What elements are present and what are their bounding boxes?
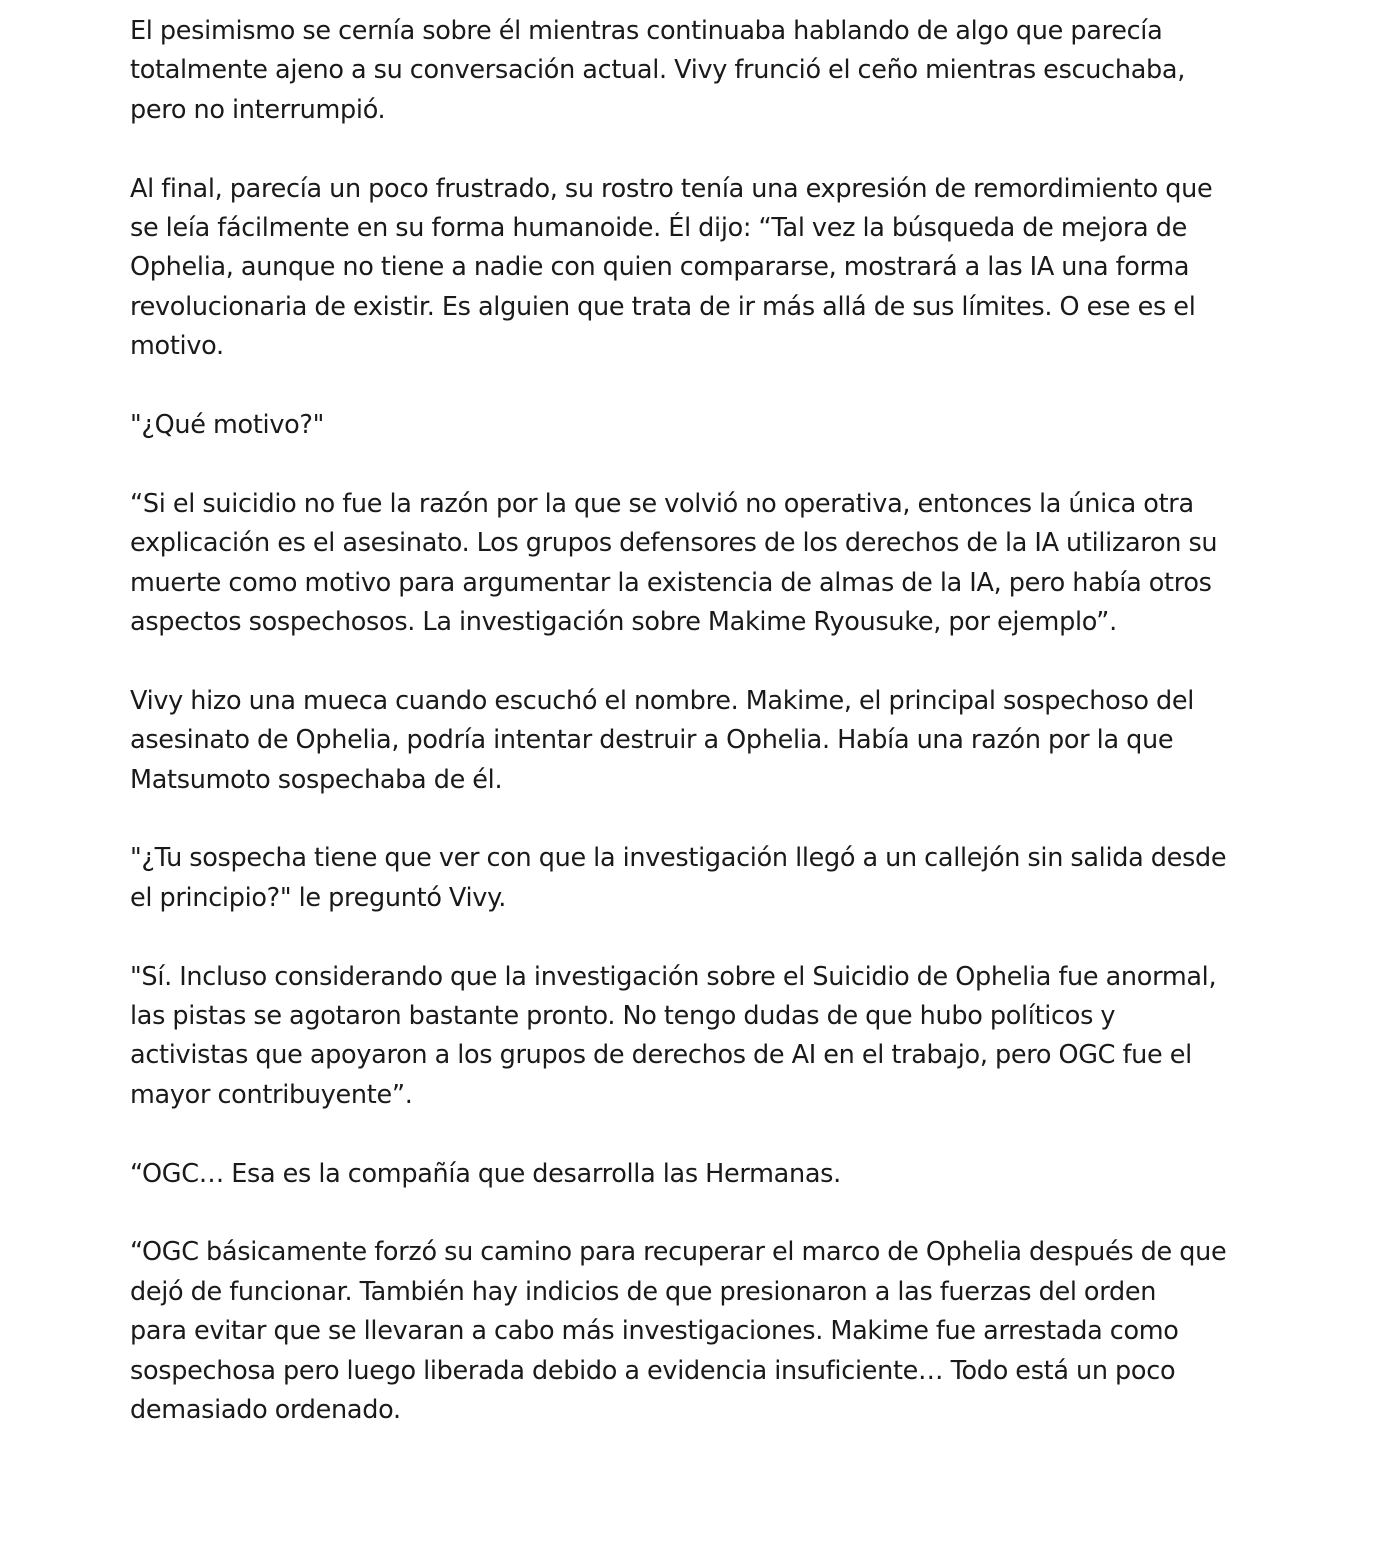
text-line: Vivy hizo una mueca cuando escuchó el nombre. Makime, el principal sospechoso del bbox=[130, 685, 1195, 716]
text-line: "¿Qué motivo?" bbox=[130, 410, 325, 441]
text-line: sospechosa pero luego liberada debido a evidencia insuficiente… Todo está un poco bbox=[130, 1355, 1176, 1386]
text-line: asesinato de Ophelia, podría intentar destruir a Ophelia. Había una razón por la que bbox=[130, 725, 1174, 756]
paragraph bbox=[130, 485, 1275, 643]
paragraph bbox=[130, 839, 1275, 918]
paragraph bbox=[130, 958, 1275, 1116]
text-line: totalmente ajeno a su conversación actual. Vivy frunció el ceño mientras escuchaba, bbox=[130, 55, 1186, 86]
paragraph bbox=[130, 406, 1275, 445]
text-line: el principio?" le preguntó Vivy. bbox=[130, 882, 507, 913]
paragraph bbox=[130, 1155, 1275, 1194]
text-line: aspectos sospechosos. La investigación sobre Makime Ryousuke, por ejemplo”. bbox=[130, 607, 1117, 638]
text-line: se leía fácilmente en su forma humanoide. Él dijo: “Tal vez la búsqueda de mejora de bbox=[130, 213, 1187, 244]
text-line: Matsumoto sospechaba de él. bbox=[130, 764, 503, 795]
text-line: activistas que apoyaron a los grupos de derechos de AI en el trabajo, pero OGC fue el bbox=[130, 1040, 1192, 1071]
text-line: muerte como motivo para argumentar la existencia de almas de la IA, pero había otros bbox=[130, 567, 1212, 598]
text-line: “Si el suicidio no fue la razón por la que se volvió no operativa, entonces la única otra bbox=[130, 488, 1194, 519]
text-line: demasiado ordenado. bbox=[130, 1395, 401, 1426]
text-line: motivo. bbox=[130, 331, 224, 362]
text-line: El pesimismo se cernía sobre él mientras continuaba hablando de algo que parecía bbox=[130, 16, 1163, 46]
paragraph bbox=[130, 1233, 1275, 1430]
text-line: revolucionaria de existir. Es alguien que trata de ir más allá de sus límites. O ese es el bbox=[130, 291, 1196, 322]
text-line: Al final, parecía un poco frustrado, su rostro tenía una expresión de remordimiento que bbox=[130, 173, 1213, 204]
text-line: “OGC… Esa es la compañía que desarrolla las Hermanas. bbox=[130, 1158, 841, 1189]
body-text bbox=[130, 12, 1275, 1431]
text-line: dejó de funcionar. También hay indicios de que presionaron a las fuerzas del orden bbox=[130, 1276, 1157, 1307]
paragraph bbox=[130, 12, 1275, 130]
text-line: “OGC básicamente forzó su camino para recuperar el marco de Ophelia después de que bbox=[130, 1237, 1227, 1268]
text-line: Ophelia, aunque no tiene a nadie con quien compararse, mostrará a las IA una forma bbox=[130, 252, 1190, 283]
text-line: mayor contribuyente”. bbox=[130, 1079, 413, 1110]
paragraph bbox=[130, 682, 1275, 800]
text-line: pero no interrumpió. bbox=[130, 94, 386, 125]
text-line: explicación es el asesinato. Los grupos defensores de los derechos de la IA utilizaron su bbox=[130, 528, 1218, 559]
text-line: "¿Tu sospecha tiene que ver con que la investigación llegó a un callejón sin salida desde bbox=[130, 843, 1227, 874]
paragraph bbox=[130, 170, 1275, 367]
text-line: las pistas se agotaron bastante pronto. No tengo dudas de que hubo políticos y bbox=[130, 1001, 1116, 1032]
text-line: "Sí. Incluso considerando que la investigación sobre el Suicidio de Ophelia fue anormal, bbox=[130, 961, 1217, 992]
text-line: para evitar que se llevaran a cabo más investigaciones. Makime fue arrestada como bbox=[130, 1316, 1179, 1347]
